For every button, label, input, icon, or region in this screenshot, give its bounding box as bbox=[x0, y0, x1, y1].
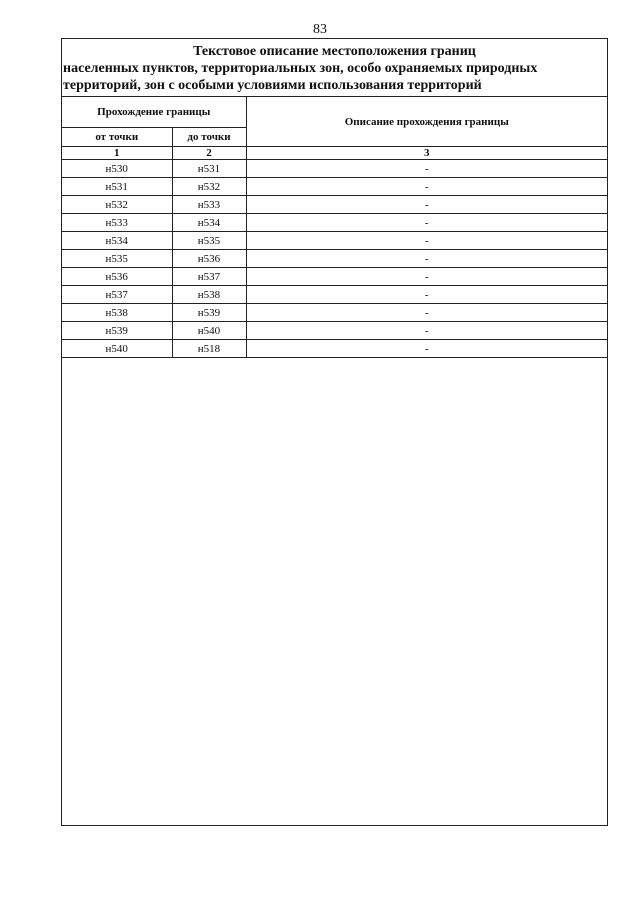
title-line-3: территорий, зон с особыми условиями использования территорий bbox=[63, 78, 482, 93]
document-title bbox=[62, 39, 607, 97]
to-point-cell: н536 bbox=[172, 250, 246, 268]
from-point-cell: н537 bbox=[62, 286, 172, 304]
description-cell: - bbox=[246, 196, 607, 214]
description-cell: - bbox=[246, 304, 607, 322]
description-cell: - bbox=[246, 340, 607, 358]
header-from-point: от точки bbox=[62, 128, 172, 147]
from-point-cell: н536 bbox=[62, 268, 172, 286]
description-cell: - bbox=[246, 322, 607, 340]
table-row bbox=[62, 340, 607, 358]
title-line-1: Текстовое описание местоположения границ bbox=[193, 44, 476, 59]
table-row bbox=[62, 196, 607, 214]
table-row bbox=[62, 322, 607, 340]
description-cell: - bbox=[246, 178, 607, 196]
title-line-2: населенных пунктов, территориальных зон, особо охраняемых природных bbox=[63, 61, 538, 76]
description-cell: - bbox=[246, 160, 607, 178]
table-row bbox=[62, 250, 607, 268]
document-frame bbox=[61, 38, 608, 826]
table-row bbox=[62, 178, 607, 196]
from-point-cell: н532 bbox=[62, 196, 172, 214]
description-cell: - bbox=[246, 232, 607, 250]
description-cell: - bbox=[246, 214, 607, 232]
from-point-cell: н539 bbox=[62, 322, 172, 340]
from-point-cell: н530 bbox=[62, 160, 172, 178]
from-point-cell: н538 bbox=[62, 304, 172, 322]
to-point-cell: н531 bbox=[172, 160, 246, 178]
to-point-cell: н535 bbox=[172, 232, 246, 250]
to-point-cell: н538 bbox=[172, 286, 246, 304]
table-body bbox=[62, 160, 607, 358]
from-point-cell: н531 bbox=[62, 178, 172, 196]
to-point-cell: н532 bbox=[172, 178, 246, 196]
to-point-cell: н518 bbox=[172, 340, 246, 358]
description-cell: - bbox=[246, 250, 607, 268]
from-point-cell: н533 bbox=[62, 214, 172, 232]
description-cell: - bbox=[246, 286, 607, 304]
to-point-cell: н539 bbox=[172, 304, 246, 322]
header-description: Описание прохождения границы bbox=[246, 97, 607, 147]
boundary-table bbox=[62, 97, 607, 358]
to-point-cell: н533 bbox=[172, 196, 246, 214]
column-number-3: 3 bbox=[246, 147, 607, 160]
to-point-cell: н540 bbox=[172, 322, 246, 340]
header-boundary-passage: Прохождение границы bbox=[62, 97, 246, 128]
table-row bbox=[62, 304, 607, 322]
table-row bbox=[62, 268, 607, 286]
header-to-point: до точки bbox=[172, 128, 246, 147]
description-cell: - bbox=[246, 268, 607, 286]
table-row bbox=[62, 232, 607, 250]
column-number-2: 2 bbox=[172, 147, 246, 160]
from-point-cell: н534 bbox=[62, 232, 172, 250]
to-point-cell: н537 bbox=[172, 268, 246, 286]
from-point-cell: н540 bbox=[62, 340, 172, 358]
to-point-cell: н534 bbox=[172, 214, 246, 232]
page-number: 83 bbox=[313, 22, 327, 37]
table-row bbox=[62, 286, 607, 304]
table-row bbox=[62, 214, 607, 232]
from-point-cell: н535 bbox=[62, 250, 172, 268]
table-row bbox=[62, 160, 607, 178]
column-number-1: 1 bbox=[62, 147, 172, 160]
